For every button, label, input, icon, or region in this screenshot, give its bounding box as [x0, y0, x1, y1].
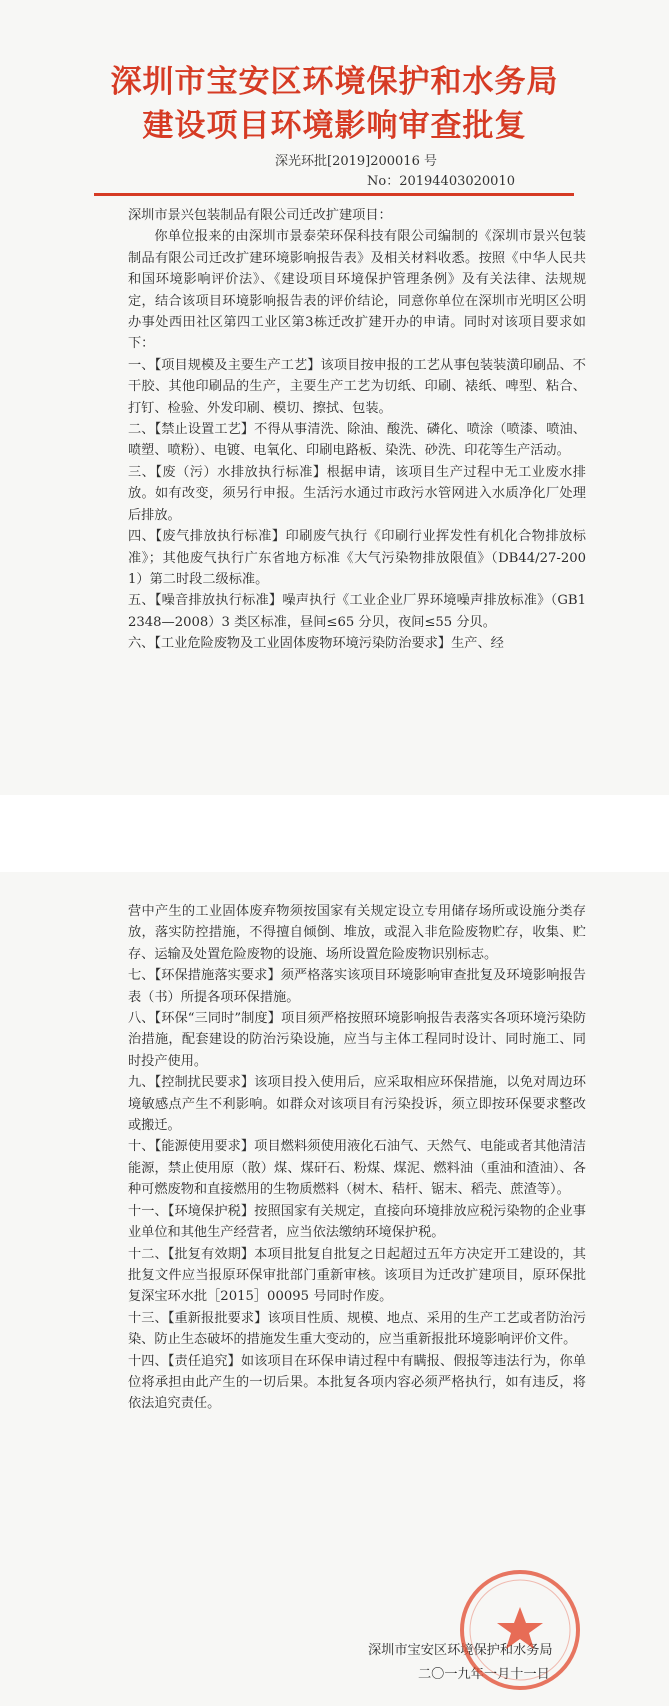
- paragraph: 二、【禁止设置工艺】不得从事清洗、除油、酸洗、磷化、喷涂（喷漆、喷油、喷塑、喷粉）、电镀、电氧化、印刷电路板、染洗、砂洗、印花等生产活动。: [128, 422, 586, 459]
- document-page-1: [0, 0, 669, 795]
- paragraph: 十四、【责任追究】如该项目在环保申请过程中有瞒报、假报等违法行为，你单位将承担由此产生的一切后果。本批复各项内容必须严格执行，如有违反，将依法追究责任。: [128, 1353, 586, 1412]
- paragraph: 七、【环保措施落实要求】须严格落实该项目环境影响审查批复及环境影响报告表（书）所提各项环保措施。: [128, 968, 586, 1005]
- page-gap: [0, 795, 669, 872]
- paragraph: 深圳市景兴包装制品有限公司迁改扩建项目：: [128, 208, 392, 223]
- header-divider: [94, 193, 574, 196]
- paragraph: 十二、【批复有效期】本项目批复自批复之日起超过五年方决定开工建设的，其批复文件应当报原环保审批部门重新审核。该项目为迁改扩建项目，原环保批复深宝环水批［2015］00095 号同时作废。: [128, 1246, 586, 1305]
- paragraph: 十、【能源使用要求】项目燃料须使用液化石油气、天然气、电能或者其他清洁能源，禁止使用原（散）煤、煤矸石、粉煤、煤泥、燃料油（重油和渣油）、各种可燃废物和直接燃用的生物质燃料（树木、秸杆、锯末、稻壳、蔗渣等）。: [128, 1139, 586, 1198]
- paragraph: 八、【环保“三同时”制度】项目须严格按照环境影响报告表落实各项环境污染防治措施，配套建设的防治污染设施，应当与主体工程同时设计、同时施工、同时投产使用。: [128, 1011, 586, 1069]
- signature-organization: 深圳市宝安区环境保护和水务局: [368, 1643, 553, 1658]
- paragraph: 十一、【环境保护税】按照国家有关规定，直接向环境排放应税污染物的企业事业单位和其他生产经营者，应当依法缴纳环境保护税。: [128, 1203, 586, 1241]
- document-title-line2: 建设项目环境影响审查批复: [142, 108, 527, 144]
- document-number: 深光环批[2019]200016 号: [275, 154, 437, 169]
- paragraph: 六、【工业危险废物及工业固体废物环境污染防治要求】生产、经: [128, 636, 504, 652]
- official-seal-icon: [455, 1565, 585, 1695]
- paragraph: 你单位报来的由深圳市景泰荣环保科技有限公司编制的《深圳市景兴包装制品有限公司迁改扩建环境影响报告表》及相关材料收悉。按照《中华人民共和国环境影响评价法》、《建设项目环境保护管理条例》及有关法律、法规规定，结合该项目环境影响报告表的评价结论，同意你单位在深圳市光明区公明办事处西田社区第四工业区第3栋迁改扩建开办的申请。同时对该项目要求如下：: [128, 229, 586, 352]
- paragraph: 营中产生的工业固体废弃物须按国家有关规定设立专用储存场所或设施分类存放，落实防控措施，不得擅自倾倒、堆放，或混入非危险废物贮存，收集、贮存、运输及处置危险废物的设施、场所设置危险废物识别标志。: [128, 904, 586, 962]
- body-text-page-2: [128, 901, 586, 1415]
- paragraph: 三、【废（污）水排放执行标准】根据申请，该项目生产过程中无工业废水排放。如有改变，须另行申报。生活污水通过市政污水管网进入水质净化厂处理后排放。: [128, 464, 586, 523]
- paragraph: 九、【控制扰民要求】该项目投入使用后，应采取相应环保措施，以免对周边环境敏感点产生不利影响。如群众对该项目有污染投诉，须立即按环保要求整改或搬迁。: [128, 1075, 586, 1134]
- paragraph: 四、【废气排放执行标准】印刷废气执行《印刷行业挥发性有机化合物排放标准》；其他废气执行广东省地方标准《大气污染物排放限值》（DB44/27-2001）第二时段二级标准。: [128, 529, 586, 587]
- paragraph: 一、【项目规模及主要生产工艺】该项目按申报的工艺从事包装装潢印刷品、不干胶、其他印刷品的生产，主要生产工艺为切纸、印刷、裱纸、啤型、粘合、打钉、检验、外发印刷、模切、擦拭、包装。: [128, 357, 586, 416]
- body-text-page-1: [128, 205, 586, 655]
- paragraph: 十三、【重新报批要求】该项目性质、规模、地点、采用的生产工艺或者防治污染、防止生态破坏的措施发生重大变动的，应当重新报批环境影响评价文件。: [128, 1310, 586, 1348]
- serial-number: No：20194403020010: [367, 174, 515, 189]
- document-title-line1: 深圳市宝安区环境保护和水务局: [110, 64, 559, 100]
- paragraph: 五、【噪音排放执行标准】噪声执行《工业企业厂界环境噪声排放标准》（GB12348—2008）3 类区标准，昼间≤65 分贝，夜间≤55 分贝。: [128, 593, 586, 630]
- signature-date: 二〇一九年一月十一日: [418, 1667, 550, 1682]
